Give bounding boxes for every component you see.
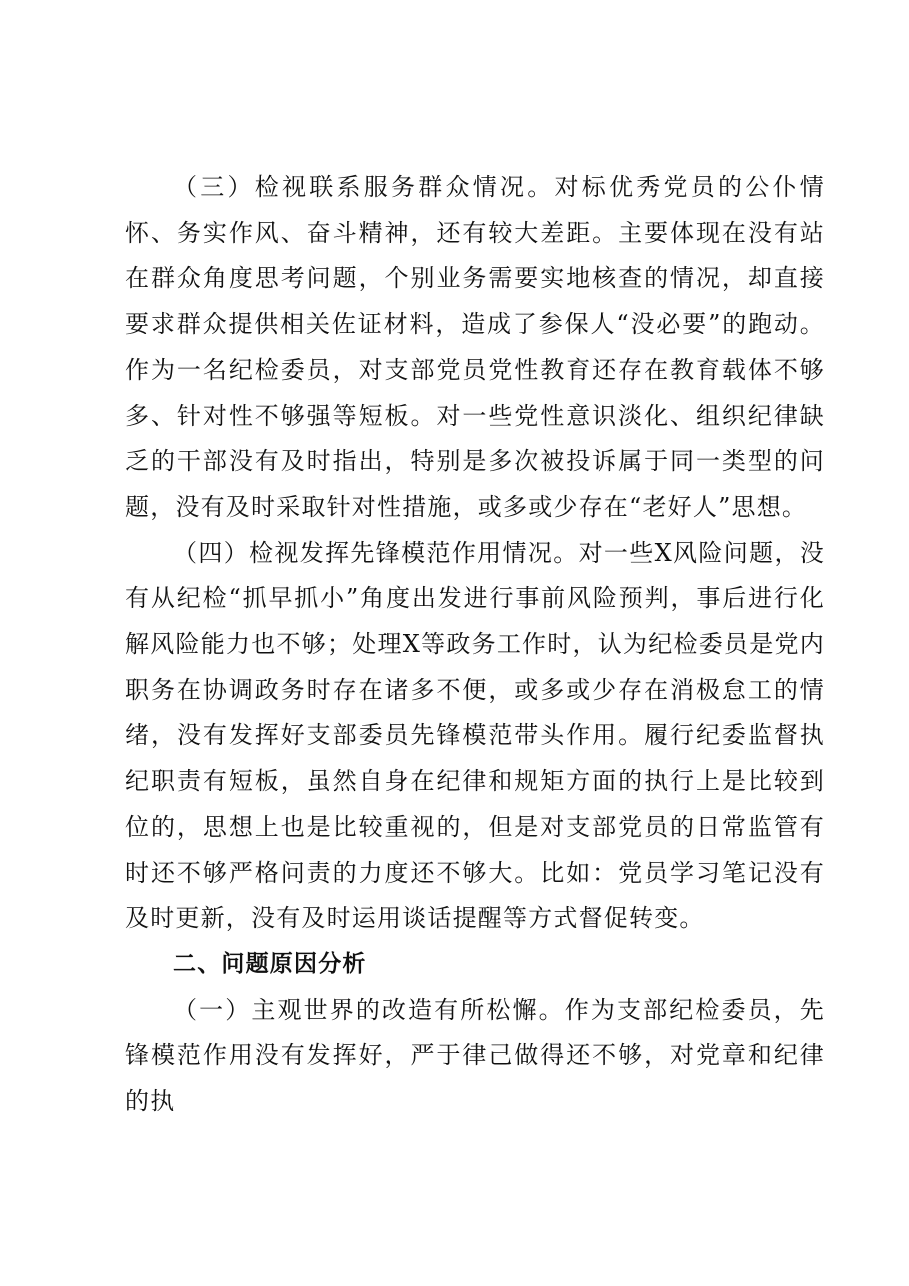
paragraph-section-3: （三）检视联系服务群众情况。对标优秀党员的公仆情怀、务实作风、奋斗精神，还有较大差距。主要体现在没有站在群众角度思考问题，个别业务需要实地核查的情况，却直接要求群众提供相关佐证材料，造成了参保人“没必要”的跑动。作为一名纪检委员，对支部党员党性教育还存在教育载体不够多、针对性不够强等短板。对一些党性意识淡化、组织纪律缺乏的干部没有及时指出，特别是多次被投诉属于同一类型的问题，没有及时采取针对性措施，或多或少存在“老好人”思想。 (125, 173, 825, 521)
paragraph-section-4: （四）检视发挥先锋模范作用情况。对一些X风险问题，没有从纪检“抓早抓小”角度出发进行事前风险预判，事后进行化解风险能力也不够；处理X等政务工作时，认为纪检委员是党内职务在协调政务时存在诸多不便，或多或少存在消极怠工的情绪，没有发挥好支部委员先锋模范带头作用。履行纪委监督执纪职责有短板，虽然自身在纪律和规矩方面的执行上是比较到位的，思想上也是比较重视的，但是对支部党员的日常监管有时还不够严格问责的力度还不够大。比如：党员学习笔记没有及时更新，没有及时运用谈话提醒等方式督促转变。 (125, 538, 825, 933)
document-body (125, 165, 825, 1125)
paragraph-cause-1: （一）主观世界的改造有所松懈。作为支部纪检委员，先锋模范作用没有发挥好，严于律己做得还不够，对党章和纪律的执 (125, 995, 825, 1116)
section-heading: 二、问题原因分析 (173, 950, 367, 977)
